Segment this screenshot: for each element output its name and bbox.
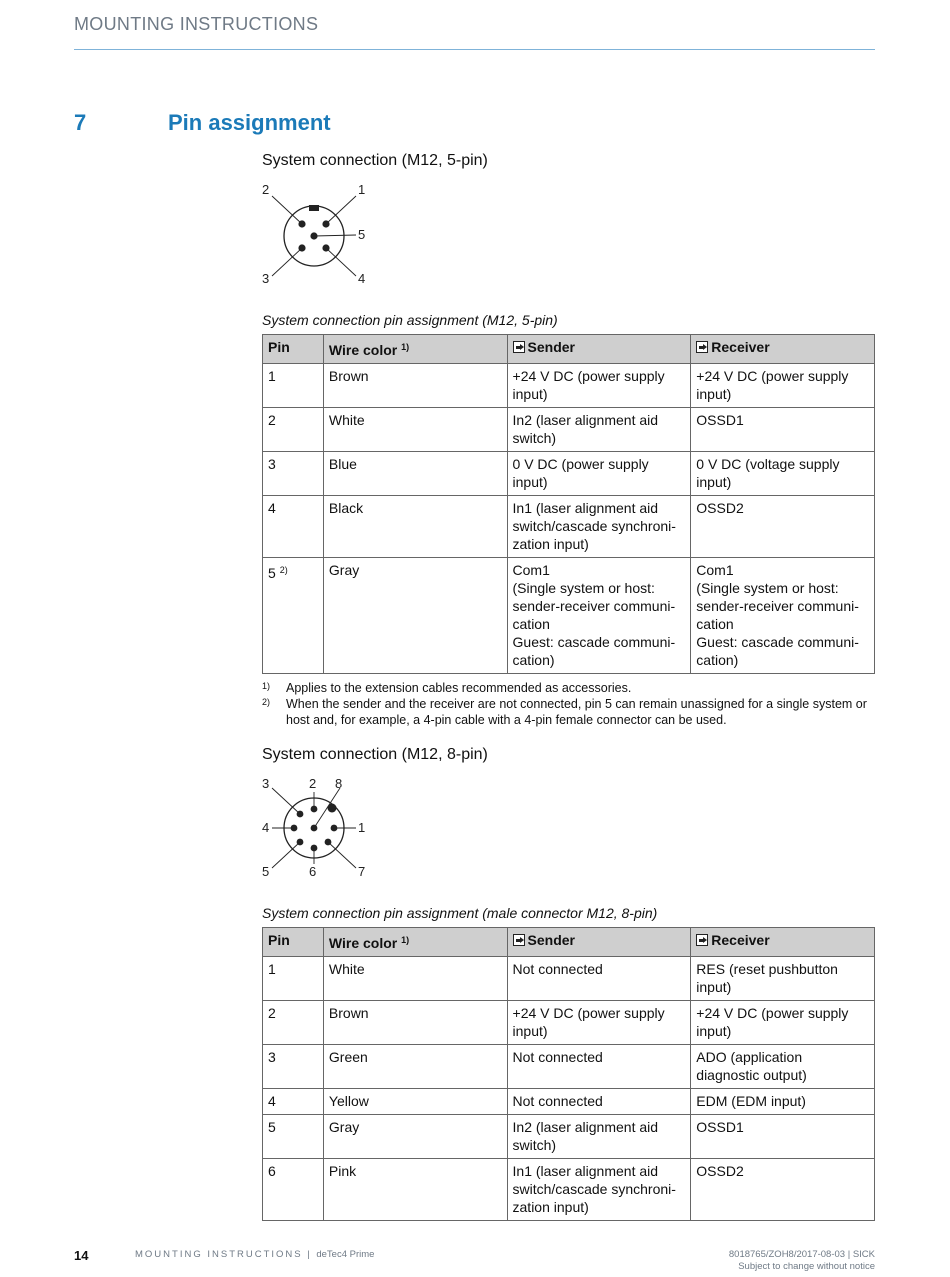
chapter-number: 7 — [74, 110, 87, 135]
sender-icon — [513, 341, 525, 353]
wire-color-cell: Pink — [323, 1159, 507, 1221]
col-header-receiver: Receiver — [691, 335, 875, 364]
table-row — [263, 1045, 875, 1089]
wire-color-cell: Gray — [323, 558, 507, 674]
pin-label: 5 — [358, 227, 366, 242]
col-header-pin: Pin — [263, 335, 324, 364]
table-row — [263, 452, 875, 496]
table-caption-8pin: System connection pin assignment (male connector M12, 8-pin) — [262, 905, 658, 921]
receiver-cell: EDM (EDM input) — [691, 1089, 875, 1115]
sender-cell: 0 V DC (power supply input) — [507, 452, 691, 496]
wire-color-cell: Black — [323, 496, 507, 558]
receiver-cell: +24 V DC (power supply input) — [691, 1001, 875, 1045]
receiver-cell: OSSD2 — [691, 496, 875, 558]
pin-label: 2 — [309, 776, 317, 791]
pin-cell: 3 — [263, 452, 324, 496]
table-row — [263, 408, 875, 452]
connector-diagram-8pin — [256, 772, 386, 888]
wire-color-cell: White — [323, 957, 507, 1001]
col-header-sender: Sender — [507, 335, 691, 364]
pin-label: 3 — [262, 271, 270, 286]
wire-color-cell: Brown — [323, 1001, 507, 1045]
pin-label: 5 — [262, 864, 270, 879]
sender-cell: Com1 (Single system or host: sender-receiver communi-cation Guest: cascade communi-cation) — [507, 558, 691, 674]
footnote: 1) Applies to the extension cables recommended as accessories. — [262, 681, 632, 695]
sender-cell: In1 (laser alignment aid switch/cascade synchroni-zation input) — [507, 496, 691, 558]
table-header-row — [263, 335, 875, 364]
pin-cell: 2 — [263, 1001, 324, 1045]
table-row — [263, 1001, 875, 1045]
pin-label: 6 — [309, 864, 317, 879]
table-row — [263, 1089, 875, 1115]
pin-label: 7 — [358, 864, 366, 879]
col-header-wire-color: Wire color $^{1)}$ — [323, 928, 507, 957]
col-header-sender: Sender — [507, 928, 691, 957]
sender-cell: In1 (laser alignment aid switch/cascade synchroni-zation input) — [507, 1159, 691, 1221]
col-header-pin: Pin — [263, 928, 324, 957]
section-heading-5pin: System connection (M12, 5-pin) — [262, 152, 488, 169]
pin-cell: 6 — [263, 1159, 324, 1221]
wire-color-cell: Green — [323, 1045, 507, 1089]
chapter-title: Pin assignment — [168, 110, 331, 135]
receiver-icon — [696, 341, 708, 353]
footer-doc-title: MOUNTING INSTRUCTIONS | deTec4 Prime — [135, 1249, 375, 1260]
section-heading-8pin: System connection (M12, 8-pin) — [262, 746, 488, 763]
sender-cell: In2 (laser alignment aid switch) — [507, 408, 691, 452]
receiver-icon — [696, 934, 708, 946]
table-row — [263, 496, 875, 558]
sender-cell: Not connected — [507, 1089, 691, 1115]
wire-color-cell: Yellow — [323, 1089, 507, 1115]
pin-cell: 1 — [263, 957, 324, 1001]
wire-color-cell: Blue — [323, 452, 507, 496]
pin-cell: 5 — [263, 1115, 324, 1159]
wire-color-cell: White — [323, 408, 507, 452]
table-row — [263, 957, 875, 1001]
col-header-receiver: Receiver — [691, 928, 875, 957]
col-header-wire-color: Wire color $^{1)}$ — [323, 335, 507, 364]
sender-cell: Not connected — [507, 1045, 691, 1089]
page-number: 14 — [74, 1248, 89, 1263]
pin-cell: 4 — [263, 496, 324, 558]
receiver-cell: OSSD1 — [691, 1115, 875, 1159]
footnotes — [262, 680, 875, 728]
receiver-cell: Com1 (Single system or host: sender-receiver communi-cation Guest: cascade communi-cation) — [691, 558, 875, 674]
header-title: MOUNTING INSTRUCTIONS — [74, 14, 319, 34]
pin-label: 4 — [358, 271, 366, 286]
pin-cell: 2 — [263, 408, 324, 452]
receiver-cell: +24 V DC (power supply input) — [691, 364, 875, 408]
sender-cell: Not connected — [507, 957, 691, 1001]
table-row — [263, 364, 875, 408]
sender-cell: +24 V DC (power supply input) — [507, 1001, 691, 1045]
table-row — [263, 1159, 875, 1221]
pin-label: 2 — [262, 182, 270, 197]
footnote: 2) When the sender and the receiver are not connected, pin 5 can remain unassigned for a single system or host and, for example, a 4-pin cable with a 4-pin female connector can be used. — [262, 697, 867, 727]
pin-cell: 5 $^{2)}$ — [263, 558, 324, 674]
sender-icon — [513, 934, 525, 946]
receiver-cell: ADO (application diagnostic output) — [691, 1045, 875, 1089]
connector-diagram-5pin — [256, 178, 386, 294]
table-row — [263, 558, 875, 674]
page-header — [74, 14, 875, 50]
pin-label: 1 — [358, 182, 366, 197]
receiver-cell: 0 V DC (voltage supply input) — [691, 452, 875, 496]
footer-doc-info: 8018765/ZOH8/2017-08-03 | SICK Subject to change without notice — [728, 1249, 875, 1272]
pin-cell: 4 — [263, 1089, 324, 1115]
table-caption-5pin: System connection pin assignment (M12, 5-pin) — [262, 312, 558, 328]
pin-table-5pin — [262, 334, 875, 674]
pin-cell: 3 — [263, 1045, 324, 1089]
receiver-cell: OSSD2 — [691, 1159, 875, 1221]
receiver-cell: OSSD1 — [691, 408, 875, 452]
pin-label: 8 — [335, 776, 343, 791]
pin-cell: 1 — [263, 364, 324, 408]
pin-table-8pin — [262, 927, 875, 1221]
pin-label: 1 — [358, 820, 366, 835]
table-row — [263, 1115, 875, 1159]
sender-cell: +24 V DC (power supply input) — [507, 364, 691, 408]
pin-label: 4 — [262, 820, 270, 835]
sender-cell: In2 (laser alignment aid switch) — [507, 1115, 691, 1159]
wire-color-cell: Brown — [323, 364, 507, 408]
receiver-cell: RES (reset pushbutton input) — [691, 957, 875, 1001]
table-header-row — [263, 928, 875, 957]
pin-label: 3 — [262, 776, 270, 791]
wire-color-cell: Gray — [323, 1115, 507, 1159]
